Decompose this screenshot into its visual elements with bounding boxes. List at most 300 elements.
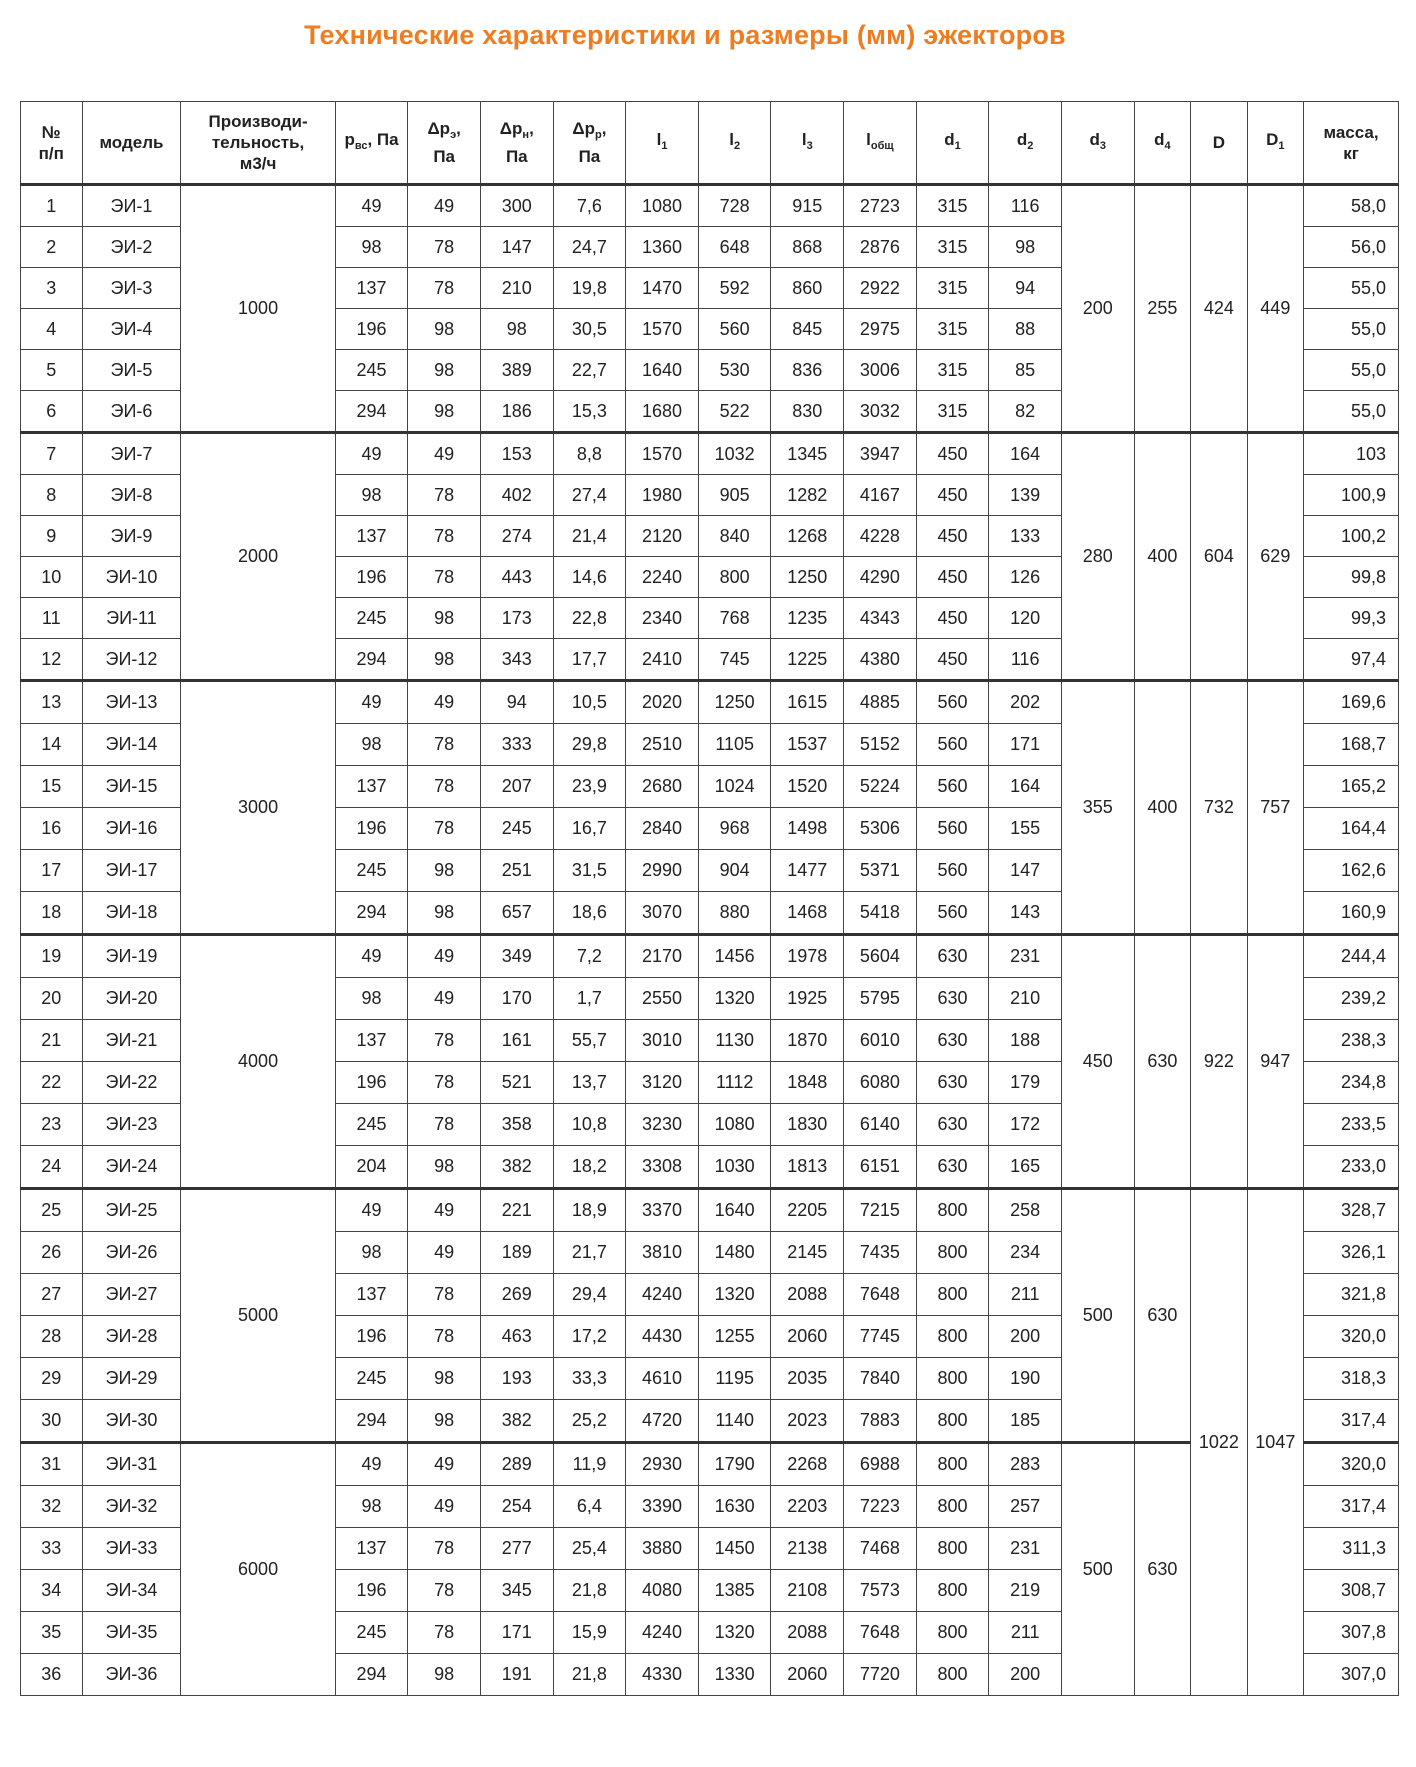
cell-d2: 211 — [989, 1274, 1062, 1316]
cell-dp-r: 23,9 — [553, 766, 626, 808]
cell-l1: 2550 — [626, 978, 699, 1020]
cell-d1: 800 — [916, 1486, 989, 1528]
cell-d1: 800 — [916, 1274, 989, 1316]
cell-l-total: 4380 — [844, 639, 917, 681]
cell-l-total: 7745 — [844, 1316, 917, 1358]
cell-dp-e: 49 — [408, 433, 481, 475]
cell-num: 3 — [21, 268, 83, 309]
cell-num: 10 — [21, 557, 83, 598]
cell-l2: 1255 — [698, 1316, 771, 1358]
cell-mass: 311,3 — [1304, 1528, 1399, 1570]
cell-d1: 800 — [916, 1232, 989, 1274]
cell-p-vs: 137 — [335, 1274, 408, 1316]
cell-p-vs: 49 — [335, 433, 408, 475]
cell-d4: 630 — [1134, 1443, 1190, 1696]
cell-mass: 103 — [1304, 433, 1399, 475]
cell-l2: 1250 — [698, 681, 771, 724]
cell-dp-r: 18,6 — [553, 892, 626, 935]
cell-l1: 2510 — [626, 724, 699, 766]
cell-l-total: 7883 — [844, 1400, 917, 1443]
cell-model: ЭИ-8 — [82, 475, 181, 516]
cell-l1: 3880 — [626, 1528, 699, 1570]
cell-l3: 2088 — [771, 1274, 844, 1316]
cell-p-vs: 98 — [335, 475, 408, 516]
cell-dp-r: 29,4 — [553, 1274, 626, 1316]
cell-d3: 200 — [1061, 185, 1134, 433]
cell-l1: 2120 — [626, 516, 699, 557]
cell-l-total: 2876 — [844, 227, 917, 268]
cell-num: 29 — [21, 1358, 83, 1400]
cell-l-total: 7468 — [844, 1528, 917, 1570]
cell-p-vs: 294 — [335, 892, 408, 935]
cell-dp-e: 98 — [408, 309, 481, 350]
cell-dp-r: 7,2 — [553, 935, 626, 978]
cell-l2: 728 — [698, 185, 771, 227]
cell-model: ЭИ-30 — [82, 1400, 181, 1443]
cell-l3: 915 — [771, 185, 844, 227]
cell-d2: 210 — [989, 978, 1062, 1020]
cell-D1: 757 — [1247, 681, 1303, 935]
cell-l2: 530 — [698, 350, 771, 391]
cell-mass: 55,0 — [1304, 309, 1399, 350]
cell-dp-n: 402 — [480, 475, 553, 516]
header-capacity: Производи- тельность, м3/ч — [181, 102, 335, 185]
cell-dp-e: 78 — [408, 475, 481, 516]
cell-model: ЭИ-35 — [82, 1612, 181, 1654]
cell-dp-n: 153 — [480, 433, 553, 475]
cell-d2: 94 — [989, 268, 1062, 309]
cell-d2: 211 — [989, 1612, 1062, 1654]
cell-l3: 1498 — [771, 808, 844, 850]
cell-p-vs: 245 — [335, 1358, 408, 1400]
header-dp-n: $\Delta p_н$, Па — [480, 102, 553, 185]
cell-dp-e: 78 — [408, 724, 481, 766]
header-d2: $d_2$ — [989, 102, 1062, 185]
cell-model: ЭИ-5 — [82, 350, 181, 391]
cell-dp-e: 78 — [408, 268, 481, 309]
cell-p-vs: 49 — [335, 185, 408, 227]
cell-l-total: 7223 — [844, 1486, 917, 1528]
cell-l-total: 5152 — [844, 724, 917, 766]
cell-l3: 2023 — [771, 1400, 844, 1443]
cell-d1: 800 — [916, 1528, 989, 1570]
cell-num: 22 — [21, 1062, 83, 1104]
cell-dp-n: 170 — [480, 978, 553, 1020]
cell-d1: 315 — [916, 391, 989, 433]
cell-mass: 238,3 — [1304, 1020, 1399, 1062]
cell-l-total: 6080 — [844, 1062, 917, 1104]
cell-p-vs: 204 — [335, 1146, 408, 1189]
ejector-spec-table — [20, 101, 1399, 1696]
cell-dp-r: 8,8 — [553, 433, 626, 475]
table-row — [21, 433, 1399, 475]
cell-model: ЭИ-27 — [82, 1274, 181, 1316]
cell-dp-n: 210 — [480, 268, 553, 309]
cell-l2: 1450 — [698, 1528, 771, 1570]
cell-p-vs: 196 — [335, 1570, 408, 1612]
cell-l1: 4610 — [626, 1358, 699, 1400]
cell-l3: 1250 — [771, 557, 844, 598]
cell-d1: 800 — [916, 1443, 989, 1486]
cell-l-total: 3947 — [844, 433, 917, 475]
cell-d1: 560 — [916, 681, 989, 724]
cell-dp-e: 78 — [408, 1274, 481, 1316]
cell-dp-r: 25,2 — [553, 1400, 626, 1443]
cell-dp-r: 24,7 — [553, 227, 626, 268]
table-row — [21, 185, 1399, 227]
header-model: модель — [82, 102, 181, 185]
cell-l3: 845 — [771, 309, 844, 350]
cell-dp-r: 15,3 — [553, 391, 626, 433]
cell-model: ЭИ-36 — [82, 1654, 181, 1696]
cell-d2: 171 — [989, 724, 1062, 766]
cell-l-total: 7720 — [844, 1654, 917, 1696]
cell-dp-n: 358 — [480, 1104, 553, 1146]
cell-l3: 830 — [771, 391, 844, 433]
cell-l3: 1477 — [771, 850, 844, 892]
cell-d1: 630 — [916, 1146, 989, 1189]
cell-d1: 800 — [916, 1654, 989, 1696]
cell-d2: 202 — [989, 681, 1062, 724]
cell-d1: 315 — [916, 268, 989, 309]
cell-dp-r: 30,5 — [553, 309, 626, 350]
cell-model: ЭИ-29 — [82, 1358, 181, 1400]
cell-l3: 1925 — [771, 978, 844, 1020]
cell-dp-r: 15,9 — [553, 1612, 626, 1654]
cell-mass: 244,4 — [1304, 935, 1399, 978]
cell-dp-e: 98 — [408, 639, 481, 681]
cell-l3: 1978 — [771, 935, 844, 978]
cell-l2: 1320 — [698, 1612, 771, 1654]
cell-mass: 233,0 — [1304, 1146, 1399, 1189]
cell-l-total: 6010 — [844, 1020, 917, 1062]
cell-l1: 1470 — [626, 268, 699, 309]
cell-d2: 85 — [989, 350, 1062, 391]
cell-l-total: 3006 — [844, 350, 917, 391]
cell-num: 1 — [21, 185, 83, 227]
cell-mass: 169,6 — [1304, 681, 1399, 724]
cell-l3: 1848 — [771, 1062, 844, 1104]
cell-l2: 905 — [698, 475, 771, 516]
cell-d3: 355 — [1061, 681, 1134, 935]
cell-mass: 326,1 — [1304, 1232, 1399, 1274]
cell-dp-n: 251 — [480, 850, 553, 892]
cell-model: ЭИ-10 — [82, 557, 181, 598]
table-body — [21, 185, 1399, 1696]
cell-p-vs: 245 — [335, 598, 408, 639]
cell-num: 35 — [21, 1612, 83, 1654]
cell-d1: 560 — [916, 808, 989, 850]
cell-model: ЭИ-14 — [82, 724, 181, 766]
cell-num: 7 — [21, 433, 83, 475]
cell-model: ЭИ-7 — [82, 433, 181, 475]
cell-mass: 239,2 — [1304, 978, 1399, 1020]
cell-l1: 1640 — [626, 350, 699, 391]
cell-p-vs: 294 — [335, 391, 408, 433]
cell-l2: 1456 — [698, 935, 771, 978]
cell-mass: 308,7 — [1304, 1570, 1399, 1612]
cell-l-total: 5224 — [844, 766, 917, 808]
cell-mass: 55,0 — [1304, 350, 1399, 391]
cell-num: 13 — [21, 681, 83, 724]
cell-model: ЭИ-20 — [82, 978, 181, 1020]
cell-dp-e: 78 — [408, 1528, 481, 1570]
cell-dp-e: 78 — [408, 1570, 481, 1612]
cell-d2: 116 — [989, 639, 1062, 681]
cell-d1: 800 — [916, 1612, 989, 1654]
cell-l-total: 6151 — [844, 1146, 917, 1189]
cell-dp-n: 343 — [480, 639, 553, 681]
cell-d2: 257 — [989, 1486, 1062, 1528]
cell-l2: 1195 — [698, 1358, 771, 1400]
cell-l-total: 6988 — [844, 1443, 917, 1486]
cell-model: ЭИ-28 — [82, 1316, 181, 1358]
cell-num: 18 — [21, 892, 83, 935]
cell-p-vs: 49 — [335, 1443, 408, 1486]
cell-p-vs: 137 — [335, 766, 408, 808]
cell-num: 20 — [21, 978, 83, 1020]
cell-dp-n: 289 — [480, 1443, 553, 1486]
cell-l3: 1268 — [771, 516, 844, 557]
cell-d4: 630 — [1134, 935, 1190, 1189]
cell-dp-n: 186 — [480, 391, 553, 433]
cell-l-total: 7840 — [844, 1358, 917, 1400]
cell-dp-n: 463 — [480, 1316, 553, 1358]
cell-capacity: 5000 — [181, 1189, 335, 1443]
cell-l3: 2060 — [771, 1654, 844, 1696]
cell-model: ЭИ-16 — [82, 808, 181, 850]
cell-dp-r: 18,9 — [553, 1189, 626, 1232]
cell-p-vs: 137 — [335, 516, 408, 557]
cell-dp-r: 10,8 — [553, 1104, 626, 1146]
cell-d2: 188 — [989, 1020, 1062, 1062]
cell-l1: 1680 — [626, 391, 699, 433]
cell-num: 33 — [21, 1528, 83, 1570]
cell-l2: 745 — [698, 639, 771, 681]
cell-dp-r: 17,2 — [553, 1316, 626, 1358]
cell-l3: 868 — [771, 227, 844, 268]
cell-mass: 168,7 — [1304, 724, 1399, 766]
cell-dp-n: 382 — [480, 1400, 553, 1443]
cell-l3: 1813 — [771, 1146, 844, 1189]
header-d1: $d_1$ — [916, 102, 989, 185]
cell-dp-n: 349 — [480, 935, 553, 978]
cell-dp-e: 49 — [408, 978, 481, 1020]
cell-capacity: 4000 — [181, 935, 335, 1189]
cell-d2: 155 — [989, 808, 1062, 850]
cell-num: 26 — [21, 1232, 83, 1274]
cell-dp-e: 98 — [408, 1400, 481, 1443]
cell-d2: 143 — [989, 892, 1062, 935]
cell-num: 6 — [21, 391, 83, 433]
cell-mass: 320,0 — [1304, 1316, 1399, 1358]
cell-l2: 1385 — [698, 1570, 771, 1612]
cell-p-vs: 196 — [335, 808, 408, 850]
cell-num: 17 — [21, 850, 83, 892]
cell-p-vs: 98 — [335, 724, 408, 766]
cell-mass: 317,4 — [1304, 1486, 1399, 1528]
cell-dp-n: 389 — [480, 350, 553, 391]
table-row — [21, 681, 1399, 724]
cell-dp-e: 78 — [408, 1062, 481, 1104]
cell-l1: 2990 — [626, 850, 699, 892]
header-l2: $l_2$ — [698, 102, 771, 185]
cell-mass: 321,8 — [1304, 1274, 1399, 1316]
cell-l-total: 4167 — [844, 475, 917, 516]
cell-dp-r: 7,6 — [553, 185, 626, 227]
cell-l1: 4430 — [626, 1316, 699, 1358]
cell-dp-e: 78 — [408, 1020, 481, 1062]
cell-mass: 233,5 — [1304, 1104, 1399, 1146]
cell-d1: 450 — [916, 516, 989, 557]
cell-model: ЭИ-25 — [82, 1189, 181, 1232]
cell-l1: 1980 — [626, 475, 699, 516]
cell-dp-n: 173 — [480, 598, 553, 639]
cell-d1: 450 — [916, 433, 989, 475]
cell-l3: 1468 — [771, 892, 844, 935]
cell-dp-e: 78 — [408, 227, 481, 268]
cell-num: 21 — [21, 1020, 83, 1062]
cell-l1: 4240 — [626, 1612, 699, 1654]
cell-l1: 2240 — [626, 557, 699, 598]
cell-dp-n: 171 — [480, 1612, 553, 1654]
cell-p-vs: 137 — [335, 1528, 408, 1570]
cell-d2: 234 — [989, 1232, 1062, 1274]
cell-p-vs: 137 — [335, 268, 408, 309]
cell-num: 16 — [21, 808, 83, 850]
cell-l2: 1320 — [698, 1274, 771, 1316]
cell-num: 34 — [21, 1570, 83, 1612]
cell-dp-e: 78 — [408, 808, 481, 850]
cell-dp-r: 21,8 — [553, 1654, 626, 1696]
cell-p-vs: 196 — [335, 557, 408, 598]
cell-D: 732 — [1191, 681, 1247, 935]
cell-l-total: 7573 — [844, 1570, 917, 1612]
table-row — [21, 1189, 1399, 1232]
cell-d2: 165 — [989, 1146, 1062, 1189]
cell-l1: 3308 — [626, 1146, 699, 1189]
cell-l2: 560 — [698, 309, 771, 350]
cell-p-vs: 294 — [335, 639, 408, 681]
cell-l3: 1520 — [771, 766, 844, 808]
cell-l2: 1630 — [698, 1486, 771, 1528]
cell-d1: 630 — [916, 1062, 989, 1104]
cell-l2: 592 — [698, 268, 771, 309]
cell-dp-e: 98 — [408, 598, 481, 639]
cell-dp-r: 33,3 — [553, 1358, 626, 1400]
cell-l3: 1537 — [771, 724, 844, 766]
cell-d4: 255 — [1134, 185, 1190, 433]
cell-d2: 116 — [989, 185, 1062, 227]
cell-dp-r: 17,7 — [553, 639, 626, 681]
cell-l-total: 4290 — [844, 557, 917, 598]
cell-l1: 4240 — [626, 1274, 699, 1316]
cell-d1: 315 — [916, 185, 989, 227]
cell-d2: 231 — [989, 1528, 1062, 1570]
cell-dp-e: 49 — [408, 681, 481, 724]
cell-l3: 1235 — [771, 598, 844, 639]
cell-dp-e: 49 — [408, 1232, 481, 1274]
cell-mass: 58,0 — [1304, 185, 1399, 227]
cell-dp-r: 21,4 — [553, 516, 626, 557]
cell-d4: 400 — [1134, 433, 1190, 681]
cell-l-total: 7648 — [844, 1612, 917, 1654]
cell-l-total: 5604 — [844, 935, 917, 978]
cell-d1: 450 — [916, 639, 989, 681]
cell-dp-e: 98 — [408, 850, 481, 892]
cell-l2: 880 — [698, 892, 771, 935]
cell-dp-e: 98 — [408, 892, 481, 935]
cell-l2: 1112 — [698, 1062, 771, 1104]
cell-d1: 800 — [916, 1570, 989, 1612]
cell-l1: 3070 — [626, 892, 699, 935]
cell-l3: 2268 — [771, 1443, 844, 1486]
cell-d3: 500 — [1061, 1189, 1134, 1443]
cell-p-vs: 98 — [335, 1486, 408, 1528]
cell-d2: 172 — [989, 1104, 1062, 1146]
cell-d1: 315 — [916, 309, 989, 350]
cell-dp-n: 94 — [480, 681, 553, 724]
cell-dp-r: 13,7 — [553, 1062, 626, 1104]
cell-l3: 2035 — [771, 1358, 844, 1400]
cell-d2: 139 — [989, 475, 1062, 516]
cell-p-vs: 98 — [335, 227, 408, 268]
cell-d1: 560 — [916, 724, 989, 766]
cell-num: 27 — [21, 1274, 83, 1316]
cell-model: ЭИ-21 — [82, 1020, 181, 1062]
cell-D: 424 — [1191, 185, 1247, 433]
cell-l1: 3370 — [626, 1189, 699, 1232]
cell-p-vs: 49 — [335, 681, 408, 724]
cell-l-total: 5418 — [844, 892, 917, 935]
cell-l3: 1282 — [771, 475, 844, 516]
cell-num: 23 — [21, 1104, 83, 1146]
cell-l2: 1080 — [698, 1104, 771, 1146]
cell-model: ЭИ-31 — [82, 1443, 181, 1486]
cell-l3: 1615 — [771, 681, 844, 724]
cell-l2: 1030 — [698, 1146, 771, 1189]
cell-d1: 315 — [916, 227, 989, 268]
cell-dp-n: 657 — [480, 892, 553, 935]
cell-D: 604 — [1191, 433, 1247, 681]
cell-l1: 3230 — [626, 1104, 699, 1146]
cell-l3: 2138 — [771, 1528, 844, 1570]
cell-mass: 55,0 — [1304, 391, 1399, 433]
cell-d2: 190 — [989, 1358, 1062, 1400]
cell-l1: 2340 — [626, 598, 699, 639]
cell-D1: 449 — [1247, 185, 1303, 433]
cell-dp-e: 98 — [408, 1358, 481, 1400]
cell-dp-n: 345 — [480, 1570, 553, 1612]
cell-dp-e: 49 — [408, 1189, 481, 1232]
cell-l2: 1140 — [698, 1400, 771, 1443]
header-l-total: $l_{общ}$ — [844, 102, 917, 185]
cell-d2: 82 — [989, 391, 1062, 433]
cell-dp-r: 31,5 — [553, 850, 626, 892]
cell-num: 30 — [21, 1400, 83, 1443]
cell-l3: 860 — [771, 268, 844, 309]
cell-p-vs: 245 — [335, 1612, 408, 1654]
cell-D: 922 — [1191, 935, 1247, 1189]
cell-capacity: 3000 — [181, 681, 335, 935]
cell-d1: 560 — [916, 892, 989, 935]
cell-dp-r: 11,9 — [553, 1443, 626, 1486]
cell-model: ЭИ-19 — [82, 935, 181, 978]
cell-model: ЭИ-4 — [82, 309, 181, 350]
cell-p-vs: 196 — [335, 1062, 408, 1104]
cell-l3: 1225 — [771, 639, 844, 681]
cell-l2: 1480 — [698, 1232, 771, 1274]
